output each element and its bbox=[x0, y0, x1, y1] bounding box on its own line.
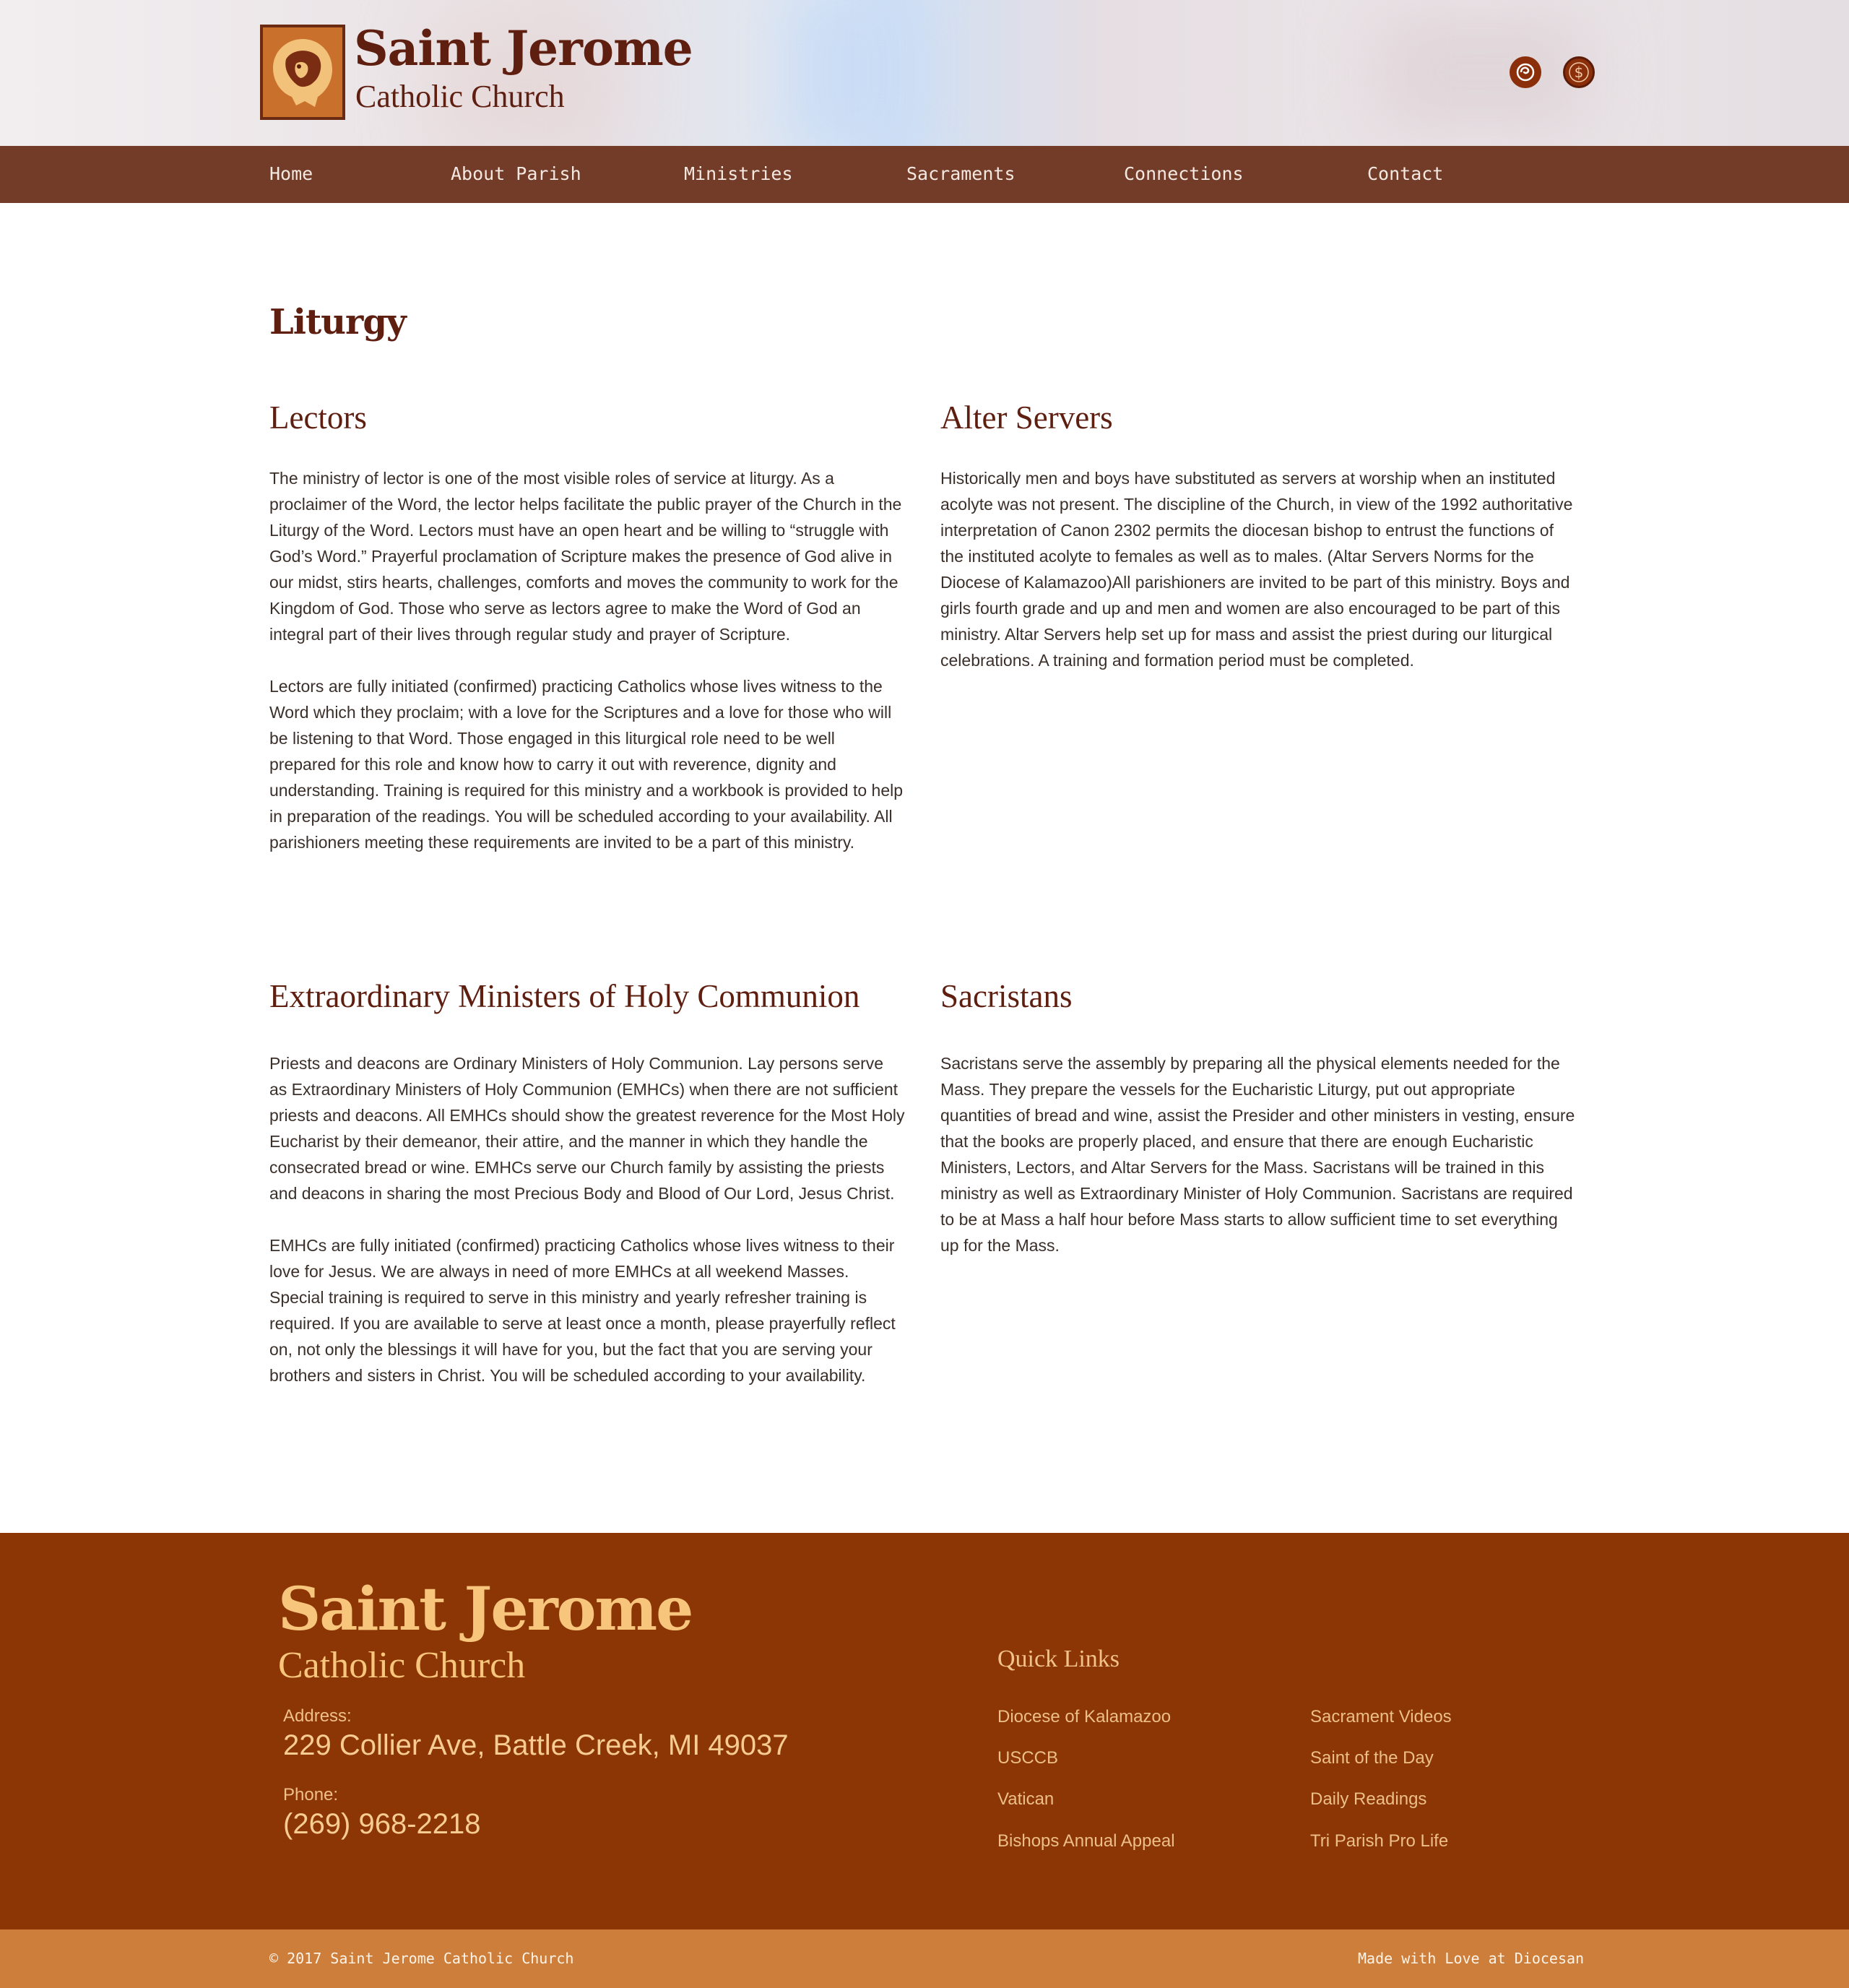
donate-dollar-icon[interactable] bbox=[1563, 56, 1595, 88]
paragraph: Priests and deacons are Ordinary Ministers of Holy Communion. Lay persons serve as Extraordinary Ministers of Holy Communion (EMHCs) when there are not sufficient priests and deacons. All EMHCs should show the greatest reverence for the Most Holy Eucharist by their demeanor, their attire, and the manner in which they handle the consecrated bread or wine. EMHCs serve our Church family by assisting the priests and deacons in sharing the most Precious Body and Blood of Our Lord, Jesus Christ. bbox=[269, 1054, 905, 1203]
main-nav bbox=[0, 146, 1849, 203]
site-header bbox=[0, 0, 1849, 146]
footer-brand-title: Saint Jerome bbox=[278, 1575, 693, 1644]
credit-link[interactable]: Made with Love at Diocesan bbox=[1358, 1950, 1585, 1967]
phone-value[interactable]: (269) 968-2218 bbox=[283, 1808, 481, 1840]
phone-label: Phone: bbox=[283, 1785, 339, 1805]
quick-link-vatican[interactable]: Vatican bbox=[997, 1789, 1055, 1809]
paragraph: Lectors are fully initiated (confirmed) practicing Catholics whose lives witness to the Word which they proclaim; with a love for the Scriptures and a love for those who will be listening to that Word. Those engaged in this liturgical role need to be well prepared for this role and know how to carry it out with reverence, dignity and understanding. Training is required for this ministry and a workbook is provided to help in preparation of the readings. You will be scheduled according to your availability. All parishioners meeting these requirements are invited to be a part of this ministry. bbox=[269, 677, 904, 852]
footer-brand-subtitle: Catholic Church bbox=[278, 1645, 526, 1686]
section-title-alter-servers: Alter Servers bbox=[940, 399, 1113, 436]
section-body-lectors bbox=[269, 465, 905, 855]
section-body-emhc bbox=[269, 1050, 905, 1388]
nav-item-contact[interactable]: Contact bbox=[1367, 163, 1444, 184]
quick-link-saint-of-the-day[interactable]: Saint of the Day bbox=[1310, 1748, 1434, 1768]
paragraph: The ministry of lector is one of the most visible roles of service at liturgy. As a proclaimer of the Word, the lector helps facilitate the public prayer of the Church in the Liturgy of the Word. Lectors must have an open heart and be willing to “struggle with God’s Word.” Prayerful proclamation of Scripture makes the presence of God alive in our midst, stirs hearts, challenges, comforts and moves the community to work for the Kingdom of God. Those who serve as lectors agree to make the Word of God an integral part of their lives through regular study and prayer of Scripture. bbox=[269, 469, 902, 644]
paragraph: Historically men and boys have substituted as servers at worship when an instituted acolyte was not present. The discipline of the Church, in view of the 1992 authoritative interpretation of Canon 2302 permits the diocesan bishop to entrust the functions of the instituted acolyte to females as well as to males. (Altar Servers Norms for the Diocese of Kalamazoo)All parishioners are invited to be part of this ministry. Boys and girls fourth grade and up and men and women are also encouraged to be part of this ministry. Altar Servers help set up for mass and assist the priest during our liturgical celebrations. A training and formation period must be completed. bbox=[940, 469, 1573, 670]
paragraph: Sacristans serve the assembly by preparing all the physical elements needed for the Mass. They prepare the vessels for the Eucharistic Liturgy, put out appropriate quantities of bread and wine, assist the Presider and other ministers in vesting, ensure that the books are properly placed, and ensure that there are enough Eucharistic Ministers, Lectors, and Altar Servers for the Mass. Sacristans will be trained in this ministry as well as Extraordinary Minister of Holy Communion. Sacristans are required to be at Mass a half hour before Mass starts to allow sufficient time to set everything up for the Mass. bbox=[940, 1054, 1575, 1255]
section-body-sacristans bbox=[940, 1050, 1576, 1258]
copyright-text: © 2017 Saint Jerome Catholic Church bbox=[269, 1950, 574, 1967]
quick-link-usccb[interactable]: USCCB bbox=[997, 1748, 1059, 1768]
contact-circle-icon[interactable] bbox=[1510, 56, 1541, 88]
nav-item-connections[interactable]: Connections bbox=[1124, 163, 1244, 184]
page-title: Liturgy bbox=[269, 302, 406, 342]
section-title-lectors: Lectors bbox=[269, 399, 367, 436]
quick-link-bishops-annual-appeal[interactable]: Bishops Annual Appeal bbox=[997, 1831, 1175, 1851]
site-footer bbox=[0, 1533, 1849, 1929]
nav-item-home[interactable]: Home bbox=[269, 163, 313, 184]
section-body-alter-servers bbox=[940, 465, 1576, 673]
quick-link-diocese-of-kalamazoo[interactable]: Diocese of Kalamazoo bbox=[997, 1707, 1172, 1726]
brand-title[interactable]: Saint Jerome bbox=[354, 20, 693, 77]
section-title-emhc: Extraordinary Ministers of Holy Communion bbox=[269, 978, 860, 1014]
nav-item-about-parish[interactable]: About Parish bbox=[451, 163, 581, 184]
quick-link-daily-readings[interactable]: Daily Readings bbox=[1310, 1789, 1427, 1809]
address-value: 229 Collier Ave, Battle Creek, MI 49037 bbox=[283, 1729, 789, 1761]
lion-logo-icon[interactable] bbox=[260, 25, 345, 120]
bottom-bar bbox=[0, 1929, 1849, 1988]
paragraph: EMHCs are fully initiated (confirmed) practicing Catholics whose lives witness to their love for Jesus. We are always in need of more EMHCs at all weekend Masses. Special training is required to serve in this ministry and yearly refresher training is required. If you are available to serve at least once a month, please prayerfully reflect on, not only the blessings it will have for you, but the fact that you are serving your brothers and sisters in Christ. You will be scheduled according to your availability. bbox=[269, 1236, 896, 1385]
quick-link-sacrament-videos[interactable]: Sacrament Videos bbox=[1310, 1707, 1452, 1726]
svg-text:$: $ bbox=[1574, 64, 1584, 81]
brand-subtitle[interactable]: Catholic Church bbox=[355, 79, 565, 114]
nav-item-sacraments[interactable]: Sacraments bbox=[906, 163, 1016, 184]
quick-links-title: Quick Links bbox=[997, 1646, 1120, 1672]
nav-item-ministries[interactable]: Ministries bbox=[684, 163, 793, 184]
address-label: Address: bbox=[283, 1706, 352, 1726]
quick-link-tri-parish-pro-life[interactable]: Tri Parish Pro Life bbox=[1310, 1831, 1449, 1851]
section-title-sacristans: Sacristans bbox=[940, 978, 1073, 1014]
